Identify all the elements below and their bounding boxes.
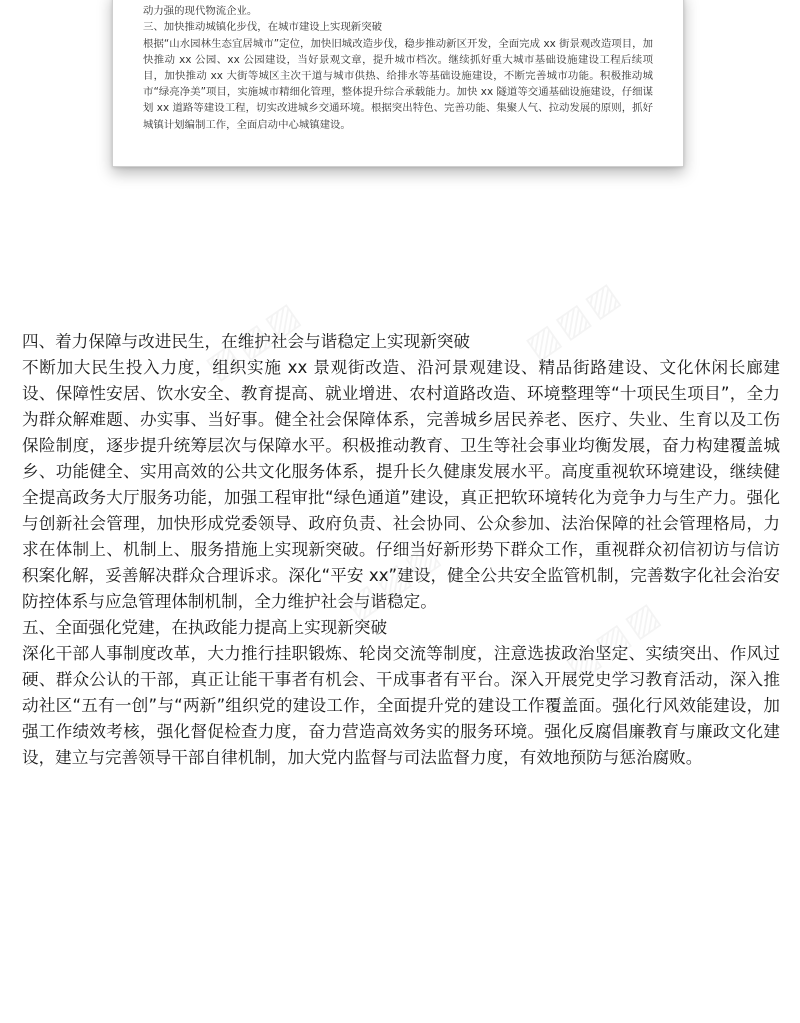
document-preview-card bbox=[112, 0, 684, 167]
document-body bbox=[22, 329, 780, 771]
preview-content bbox=[143, 0, 653, 133]
preview-clipped-line: 动力强的现代物流企业。 bbox=[143, 5, 258, 18]
section-paragraph: 不断加大民生投入力度，组织实施 xx 景观街改造、沿河景观建设、精品街路建设、文化休闲长廊建设、保障性安居、饮水安全、教育提高、就业增进、农村道路改造、环境整理等“十项民生项目”，全力为群众解难题、办实事、当好事。健全社会保障体系，完善城乡居民养老、医疗、失业、生育以及工伤保险制度，逐步提升统筹层次与保障水平。积极推动教育、卫生等社会事业均衡发展，奋力构建覆盖城乡、功能健全、实用高效的公共文化服务体系，提升长久健康发展水平。高度重视软环境建设，继续健全提高政务大厅服务功能，加强工程审批“绿色通道”建设，真正把软环境转化为竞争力与生产力。强化与创新社会管理，加快形成党委领导、政府负责、社会协同、公众参加、法治保障的社会管理格局，力求在体制上、机制上、服务措施上实现新突破。仔细当好新形势下群众工作，重视群众初信初访与信访积案化解，妥善解决群众合理诉求。深化“平安 xx”建设，健全公共安全监管机制，完善数字化社会治安防控体系与应急管理体制机制，全力维护社会与谐稳定。 bbox=[22, 358, 780, 611]
preview-paragraph: 根据“山水园林生态宜居城市”定位，加快旧城改造步伐，稳步推动新区开发，全面完成 xx 街景观改造项目，加快推动 xx 公园、xx 公园建设，当好景观文章，提升城市档次。继续抓好重大城市基础设施建设工程后续项目，加快推动 xx 大街等城区主次干道与城市供热、给排水等基础设施建设，不断完善城市功能。积极推动城市“绿亮净美”项目，实施城市精细化管理，整体提升综合承载能力。加快 xx 隧道等交通基础设施建设，仔细谋划 xx 道路等建设工程，切实改进城乡交通环境。根据突出特色、完善功能、集聚人气、拉动发展的原则，抓好城镇计划编制工作，全面启动中心城镇建设。 bbox=[143, 37, 653, 131]
section-paragraph: 深化干部人事制度改革，大力推行挂职锻炼、轮岗交流等制度，注意选拔政治坚定、实绩突出、作风过硬、群众公认的干部，真正让能干事者有机会、干成事者有平台。深入开展党史学习教育活动，深入推动社区“五有一创”与“两新”组织党的建设工作，全面提升党的建设工作覆盖面。强化行风效能建设，加强工作绩效考核，强化督促检查力度，奋力营造高效务实的服务环境。强化反腐倡廉教育与廉政文化建设，建立与完善领导干部自律机制，加大党内监督与司法监督力度，有效地预防与惩治腐败。 bbox=[22, 644, 780, 767]
section-heading: 四、着力保障与改进民生，在维护社会与谐稳定上实现新突破 bbox=[22, 332, 471, 351]
preview-heading: 三、加快推动城镇化步伐，在城市建设上实现新突破 bbox=[143, 21, 382, 34]
section-heading: 五、全面强化党建，在执政能力提高上实现新突破 bbox=[22, 618, 388, 637]
